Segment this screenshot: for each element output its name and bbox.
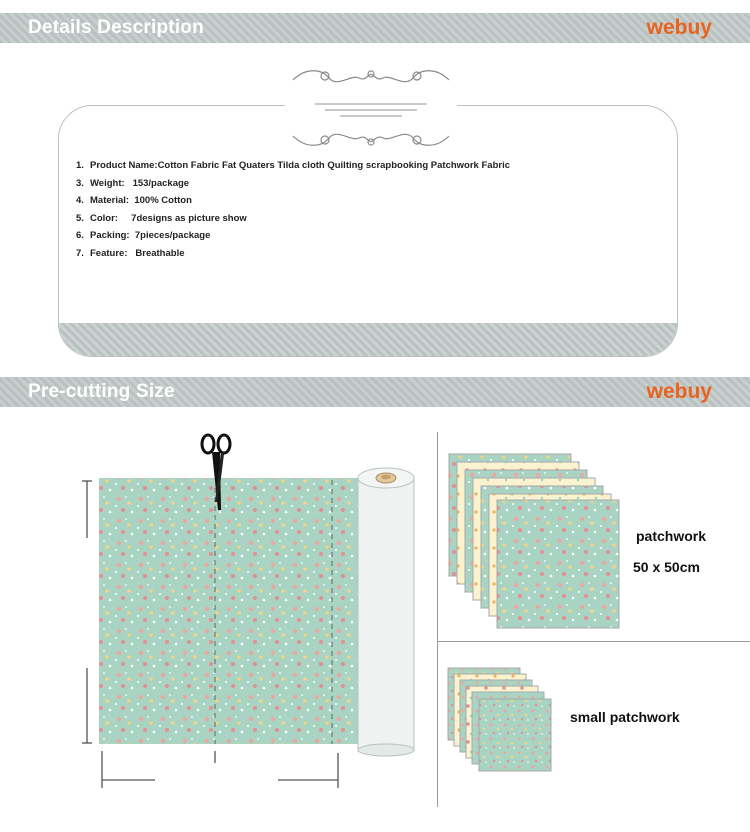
spec-number: 7. [76,247,84,259]
spec-list [76,157,510,263]
section-title: Details Description [28,17,204,38]
spec-text: Feature: Breathable [90,247,185,259]
panel-divider-horizontal [437,641,750,642]
details-section-header [0,13,750,43]
ornament-flourish [285,64,457,148]
spec-number: 6. [76,230,84,242]
card-stripe [59,323,677,356]
brand-logo: webuy [646,16,712,39]
size-section-header [0,377,750,407]
patchwork-stack-illustration [445,448,625,633]
spec-text: Product Name:Cotton Fabric Fat Quaters Tilda cloth Quilting scrapbooking Patchwork Fabric [90,160,510,171]
spec-item [76,245,510,263]
patchwork-size-label: 50 x 50cm [633,559,700,575]
spec-text: Material: 100% Cotton [90,195,192,207]
spec-item [76,157,510,175]
spec-item [76,227,510,245]
spec-text: Weight: 153/package [90,177,190,189]
small-patchwork-stack-illustration [446,666,558,778]
fabric-roll [358,468,414,756]
spec-item [76,210,510,228]
height-dimension [82,481,92,743]
spec-number: 5. [76,212,84,224]
spec-number: 4. [76,195,84,207]
section-title: Pre-cutting Size [28,381,175,402]
spec-text: Color: 7designs as picture show [90,212,247,224]
spec-text: Packing: 7pieces/package [90,230,211,242]
small-patchwork-label: small patchwork [570,709,680,725]
panel-divider-vertical [437,432,438,807]
spec-item [76,192,510,210]
spec-item [76,175,510,193]
patchwork-label: patchwork [636,528,707,544]
spec-number: 3. [76,177,84,189]
spec-number: 1. [76,160,84,171]
width-dimension [102,751,338,788]
brand-logo: webuy [646,380,712,403]
fabric-roll-illustration [70,428,430,823]
fabric-sheet [99,478,363,744]
